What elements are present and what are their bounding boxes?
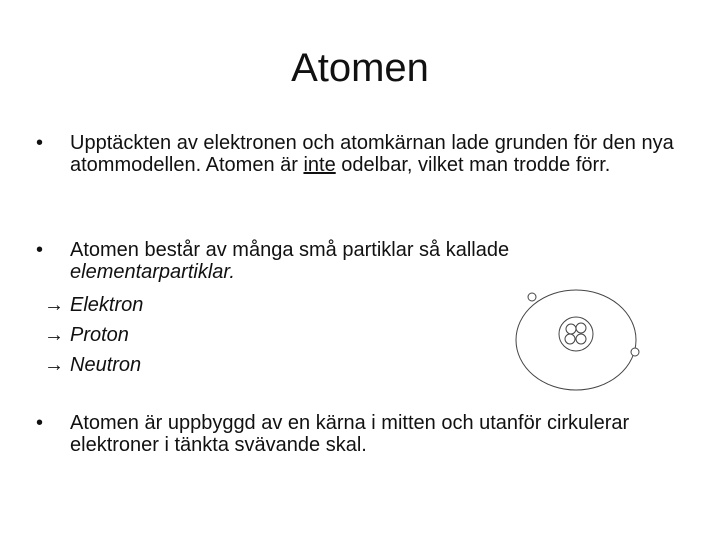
nucleon-particle xyxy=(576,323,586,333)
bullet-structure xyxy=(36,412,676,456)
bullet-discovery-part1: Upptäckten av elektronen och atomkärnan lade grunden för den nya atommodellen. Atomen är xyxy=(70,132,674,176)
bullet-particles-lead: Atomen består av många små partiklar så kallade xyxy=(70,239,510,261)
particle-label: Proton xyxy=(70,324,129,346)
bullet-dot-icon: • xyxy=(36,132,44,154)
bullet-discovery-part2: odelbar, vilket man trodde förr. xyxy=(335,154,611,176)
particle-label: Elektron xyxy=(70,294,144,316)
particle-item-electron xyxy=(44,290,143,320)
right-arrow-icon: → xyxy=(44,354,64,376)
right-arrow-icon: → xyxy=(44,294,64,316)
bullet-structure-text: Atomen är uppbyggd av en kärna i mitten och utanför cirkulerar elektroner i tänkta svävande skal. xyxy=(70,412,630,456)
right-arrow-icon: → xyxy=(44,324,64,346)
nucleus-outline xyxy=(559,317,593,351)
particle-label: Neutron xyxy=(70,354,142,376)
bullet-particles-text xyxy=(70,239,676,283)
particle-list xyxy=(44,290,143,380)
underlined-word: inte xyxy=(303,154,336,176)
electron-particle xyxy=(528,293,536,301)
bullet-dot-icon: • xyxy=(36,239,44,261)
particle-item-neutron xyxy=(44,350,143,380)
particle-item-proton xyxy=(44,320,143,350)
electron-particle xyxy=(631,348,639,356)
elementary-particles-term: elementarpartiklar. xyxy=(70,261,235,283)
slide-title: Atomen xyxy=(291,46,429,90)
nucleon-particle xyxy=(565,334,575,344)
atom-model-illustration xyxy=(508,286,644,394)
nucleon-particle xyxy=(566,324,576,334)
nucleon-particle xyxy=(576,334,586,344)
bullet-dot-icon: • xyxy=(36,412,44,434)
bullet-particles xyxy=(36,239,676,283)
bullet-discovery xyxy=(36,132,676,176)
bullet-discovery-text xyxy=(70,132,676,176)
